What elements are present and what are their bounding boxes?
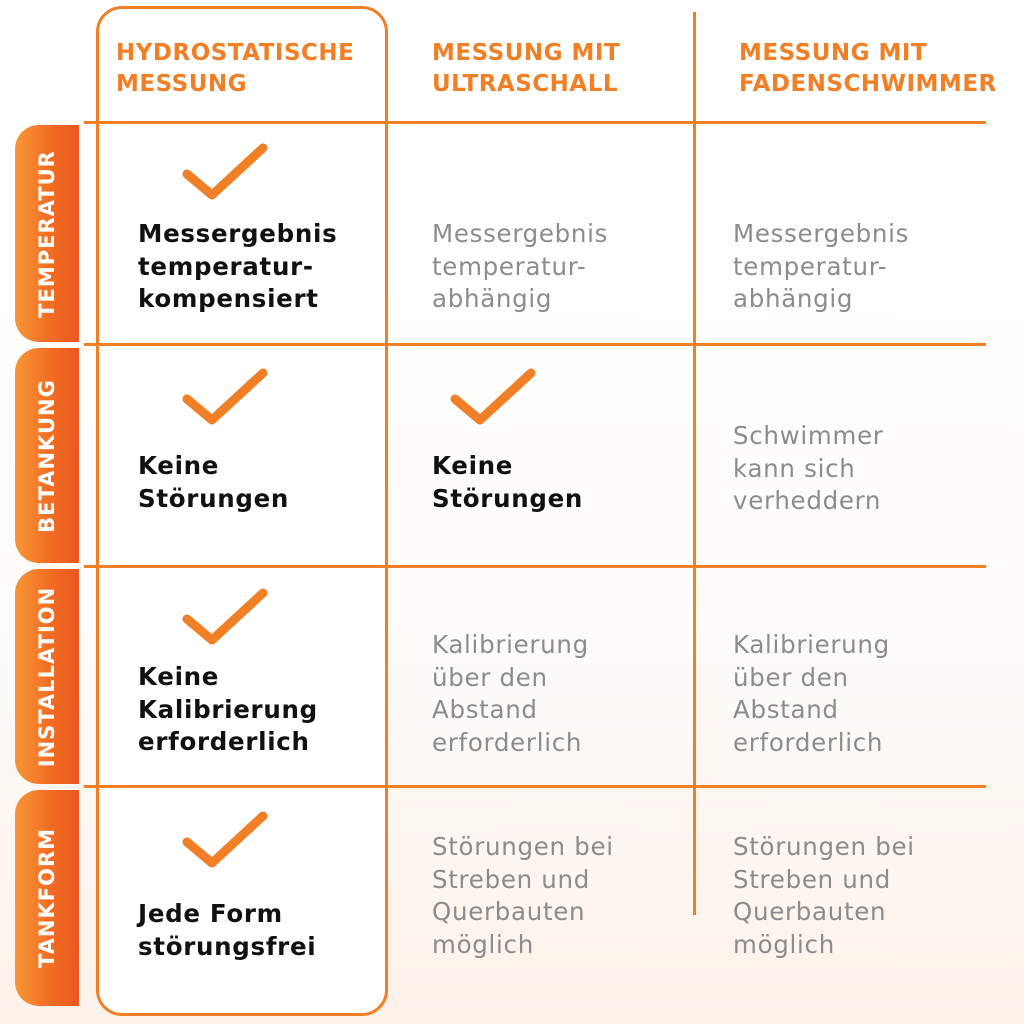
cell-temperatur-ultrasound: Messergebnis temperatur- abhängig: [432, 219, 609, 313]
row-tab-tankform: [15, 790, 79, 1006]
checkmark-icon: [450, 367, 536, 427]
cell-betankung-ultrasound: Keine Störungen: [432, 451, 584, 513]
column-header-hydrostatic: HYDROSTATISCHE MESSUNG: [116, 40, 355, 97]
cell-temperatur-float: Messergebnis temperatur- abhängig: [733, 219, 910, 313]
checkmark-icon: [182, 587, 268, 647]
row-label-installation: INSTALLATION: [35, 586, 59, 767]
column-divider: [693, 12, 696, 915]
column-header-ultrasound: MESSUNG MIT ULTRASCHALL: [432, 40, 621, 97]
row-divider: [84, 343, 986, 346]
cell-tankform-hydrostatic: Jede Form störungsfrei: [138, 899, 317, 961]
row-divider: [84, 785, 986, 788]
cell-betankung-hydrostatic: Keine Störungen: [138, 451, 290, 513]
row-label-tankform: TANKFORM: [35, 827, 59, 969]
row-tab-temperatur: [15, 125, 79, 342]
checkmark-icon: [182, 142, 268, 202]
cell-installation-float: Kalibrierung über den Abstand erforderlich: [733, 630, 890, 757]
column-header-float: MESSUNG MIT FADENSCHWIMMER: [739, 40, 997, 97]
cell-installation-ultrasound: Kalibrierung über den Abstand erforderlich: [432, 630, 589, 757]
cell-installation-hydrostatic: Keine Kalibrierung erforderlich: [138, 662, 318, 756]
row-divider: [84, 121, 986, 124]
checkmark-icon: [182, 810, 268, 870]
row-tab-betankung: [15, 348, 79, 563]
row-divider: [84, 565, 986, 568]
cell-tankform-ultrasound: Störungen bei Streben und Querbauten möglich: [432, 832, 614, 959]
row-label-betankung: BETANKUNG: [35, 378, 59, 533]
cell-tankform-float: Störungen bei Streben und Querbauten möglich: [733, 832, 915, 959]
cell-temperatur-hydrostatic: Messergebnis temperatur- kompensiert: [138, 219, 338, 313]
row-tab-installation: [15, 569, 79, 784]
cell-betankung-float: Schwimmer kann sich verheddern: [733, 421, 884, 515]
row-label-temperatur: TEMPERATUR: [35, 149, 59, 318]
checkmark-icon: [182, 367, 268, 427]
